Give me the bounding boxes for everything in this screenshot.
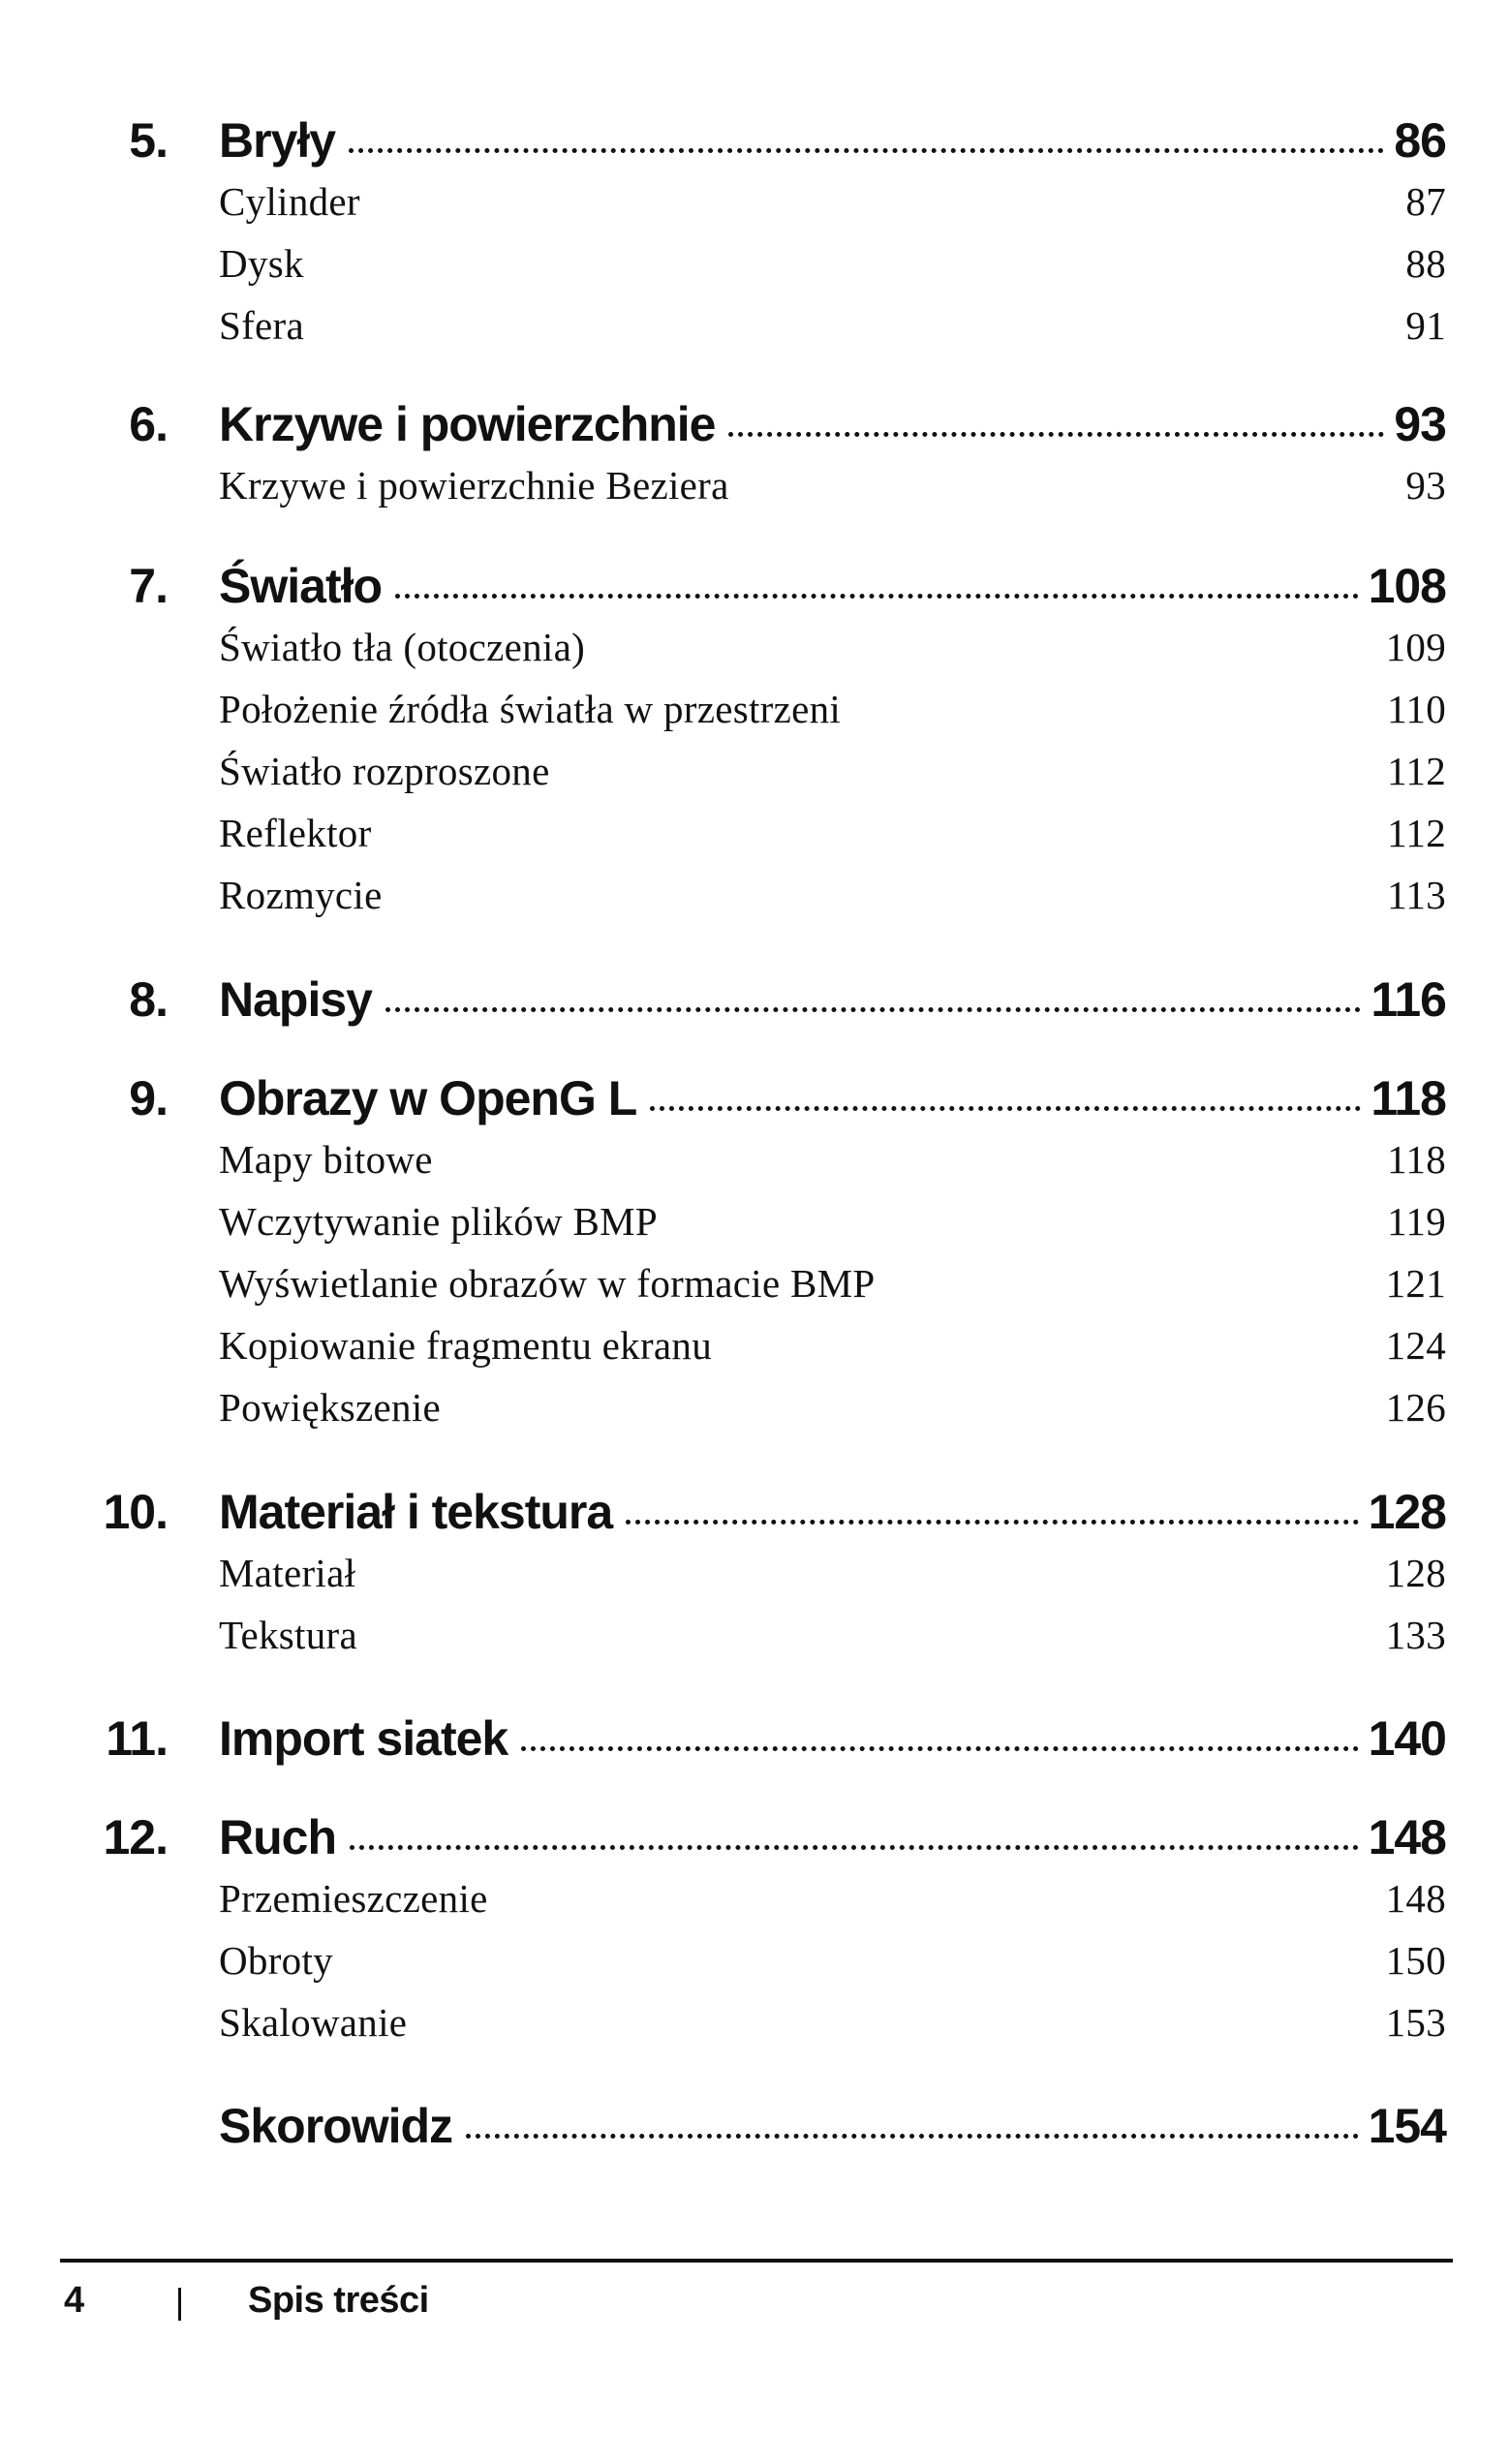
chapter-title: Światło: [219, 559, 383, 613]
section-page: 128: [1385, 1551, 1446, 1595]
chapter-page: 140: [1368, 1711, 1446, 1766]
section-title: Mapy bitowe: [219, 1137, 433, 1182]
section-entry[interactable]: [219, 740, 1446, 802]
section-page: 91: [1405, 303, 1446, 348]
section-title: Krzywe i powierzchnie Beziera: [219, 463, 729, 508]
section-title: Położenie źródła światła w przestrzeni: [219, 687, 842, 731]
dot-leader: [728, 427, 1384, 437]
section-entry[interactable]: [219, 1314, 1446, 1376]
section-entry[interactable]: [219, 1991, 1446, 2053]
dot-leader: [626, 1515, 1358, 1525]
chapter-title: Bryły: [219, 113, 336, 168]
chapter-number: 5.: [129, 113, 168, 168]
section-page: 121: [1385, 1261, 1446, 1306]
footer-section-title: Spis treści: [248, 2280, 429, 2321]
section-entry[interactable]: [219, 1867, 1446, 1929]
chapter-title: Skorowidz: [219, 2099, 453, 2153]
chapter-title: Napisy: [219, 972, 372, 1027]
section-page: 133: [1385, 1613, 1446, 1657]
section-title: Skalowanie: [219, 2000, 408, 2045]
section-title: Kopiowanie fragmentu ekranu: [219, 1323, 713, 1368]
chapter-heading[interactable]: [0, 1803, 1509, 1871]
section-entry[interactable]: [219, 1252, 1446, 1314]
chapter-page: 154: [1368, 2099, 1446, 2153]
section-page: 88: [1405, 241, 1446, 286]
chapter-number: 9.: [129, 1071, 168, 1125]
section-title: Światło rozproszone: [219, 749, 550, 793]
dot-leader: [350, 1840, 1359, 1850]
dot-leader: [521, 1741, 1358, 1751]
section-entry[interactable]: [219, 1190, 1446, 1252]
chapter-page: 118: [1370, 1071, 1446, 1125]
chapter-heading[interactable]: [0, 2092, 1509, 2160]
section-entry[interactable]: [219, 1929, 1446, 1991]
footer-separator: [178, 2288, 181, 2321]
chapter-heading[interactable]: [0, 966, 1509, 1033]
section-entry[interactable]: [219, 616, 1446, 678]
section-title: Wyświetlanie obrazów w formacie BMP: [219, 1261, 876, 1306]
chapter-number: 7.: [129, 559, 168, 613]
chapter-number: 10.: [103, 1485, 168, 1539]
chapter-page: 116: [1370, 972, 1446, 1027]
section-page: 150: [1385, 1938, 1446, 1983]
chapter-heading[interactable]: [0, 1705, 1509, 1772]
section-page: 126: [1385, 1385, 1446, 1430]
dot-leader: [349, 143, 1384, 153]
page-footer: [0, 2266, 1509, 2334]
section-title: Dysk: [219, 241, 304, 286]
section-entry[interactable]: [219, 1604, 1446, 1666]
section-title: Światło tła (otoczenia): [219, 625, 586, 669]
chapter-title: Materiał i tekstura: [219, 1485, 613, 1539]
chapter-page: 108: [1368, 559, 1446, 613]
section-entry[interactable]: [219, 802, 1446, 864]
dot-leader: [466, 2129, 1359, 2139]
chapter-title: Obrazy w OpenG L: [219, 1071, 637, 1125]
chapter-title: Import siatek: [219, 1711, 508, 1766]
section-title: Tekstura: [219, 1613, 357, 1657]
section-title: Cylinder: [219, 179, 360, 224]
section-title: Wczytywanie plików BMP: [219, 1199, 658, 1244]
section-page: 119: [1387, 1199, 1446, 1244]
section-page: 153: [1385, 2000, 1446, 2045]
section-page: 110: [1387, 687, 1446, 731]
section-title: Sfera: [219, 303, 305, 348]
dot-leader: [650, 1101, 1361, 1111]
chapter-heading[interactable]: [0, 552, 1509, 620]
section-page: 112: [1387, 811, 1446, 855]
section-page: 87: [1405, 179, 1446, 224]
section-title: Przemieszczenie: [219, 1876, 488, 1921]
section-page: 124: [1385, 1323, 1446, 1368]
chapter-heading[interactable]: [0, 390, 1509, 458]
section-page: 109: [1385, 625, 1446, 669]
footer-page-number: 4: [64, 2280, 85, 2321]
section-entry[interactable]: [219, 454, 1446, 516]
section-entry[interactable]: [219, 678, 1446, 740]
chapter-heading[interactable]: [0, 107, 1509, 174]
section-page: 148: [1385, 1876, 1446, 1921]
chapter-page: 148: [1368, 1810, 1446, 1864]
footer-rule: [60, 2259, 1453, 2263]
dot-leader: [385, 1002, 1361, 1012]
chapter-page: 93: [1394, 397, 1446, 451]
dot-leader: [395, 589, 1359, 599]
section-page: 118: [1387, 1137, 1446, 1182]
chapter-title: Krzywe i powierzchnie: [219, 397, 716, 451]
chapter-number: 11.: [106, 1711, 168, 1766]
section-title: Powiększenie: [219, 1385, 442, 1430]
section-page: 112: [1387, 749, 1446, 793]
chapter-page: 86: [1394, 113, 1446, 168]
section-entry[interactable]: [219, 864, 1446, 926]
chapter-heading[interactable]: [0, 1064, 1509, 1132]
section-title: Obroty: [219, 1938, 333, 1983]
section-entry[interactable]: [219, 294, 1446, 356]
section-entry[interactable]: [219, 1376, 1446, 1438]
section-entry[interactable]: [219, 1542, 1446, 1604]
chapter-number: 12.: [103, 1810, 168, 1864]
section-entry[interactable]: [219, 170, 1446, 232]
section-title: Reflektor: [219, 811, 372, 855]
section-title: Rozmycie: [219, 873, 383, 917]
section-page: 93: [1405, 463, 1446, 508]
chapter-title: Ruch: [219, 1810, 336, 1864]
chapter-heading[interactable]: [0, 1478, 1509, 1546]
chapter-number: 6.: [129, 397, 168, 451]
section-entry[interactable]: [219, 232, 1446, 294]
section-page: 113: [1387, 873, 1446, 917]
chapter-page: 128: [1368, 1485, 1446, 1539]
chapter-number: 8.: [129, 972, 168, 1027]
section-entry[interactable]: [219, 1128, 1446, 1190]
section-title: Materiał: [219, 1551, 356, 1595]
